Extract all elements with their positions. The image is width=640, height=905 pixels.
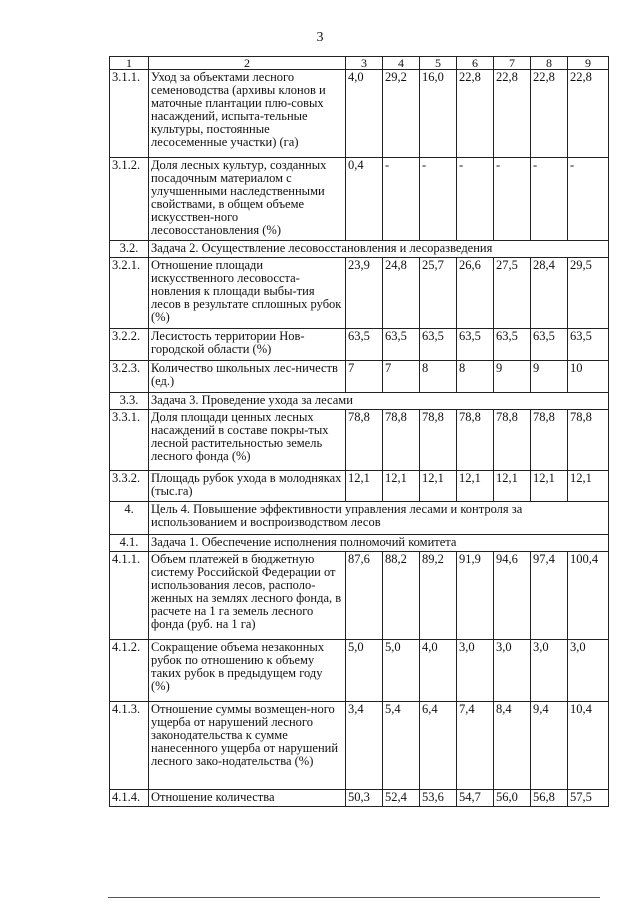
indicator-value: 6,4 bbox=[420, 702, 457, 790]
indicator-value: 22,8 bbox=[568, 70, 609, 158]
section-title: Задача 2. Осуществление лесовосстановления и лесоразведения bbox=[149, 241, 609, 258]
indicator-value: 16,0 bbox=[420, 70, 457, 158]
indicator-value: 23,9 bbox=[346, 258, 383, 329]
table-row bbox=[110, 158, 609, 241]
section-row bbox=[110, 393, 609, 410]
row-number: 4.1.2. bbox=[110, 640, 149, 702]
table-row bbox=[110, 702, 609, 790]
indicator-value: 78,8 bbox=[494, 410, 531, 471]
indicator-value: 57,5 bbox=[568, 790, 609, 807]
section-number: 4.1. bbox=[110, 535, 149, 552]
indicator-value: 50,3 bbox=[346, 790, 383, 807]
indicator-value: 63,5 bbox=[457, 329, 494, 361]
table-row bbox=[110, 640, 609, 702]
indicator-value: 56,8 bbox=[531, 790, 568, 807]
indicator-description: Отношение суммы возмещен-ного ущерба от нарушений лесного законодательства к сумме нанесенного ущерба от нарушений лесного зако-нодательства (%) bbox=[149, 702, 346, 790]
goal-row bbox=[110, 502, 609, 535]
indicator-description: Отношение количества bbox=[149, 790, 346, 807]
section-number: 3.2. bbox=[110, 241, 149, 258]
indicator-value: 10 bbox=[568, 361, 609, 393]
indicator-value: 91,9 bbox=[457, 552, 494, 640]
indicator-description: Лесистость территории Нов-городской области (%) bbox=[149, 329, 346, 361]
indicator-value: - bbox=[494, 158, 531, 241]
indicator-value: 3,0 bbox=[531, 640, 568, 702]
indicator-description: Сокращение объема незаконных рубок по отношению к объему таких рубок в предыдущем году (%) bbox=[149, 640, 346, 702]
indicator-value: 29,2 bbox=[383, 70, 420, 158]
indicator-value: - bbox=[531, 158, 568, 241]
indicator-value: 3,0 bbox=[457, 640, 494, 702]
section-row bbox=[110, 535, 609, 552]
row-number: 3.1.2. bbox=[110, 158, 149, 241]
section-number: 3.3. bbox=[110, 393, 149, 410]
section-title: Задача 3. Проведение ухода за лесами bbox=[149, 393, 609, 410]
indicator-value: 22,8 bbox=[457, 70, 494, 158]
indicator-value: 78,8 bbox=[383, 410, 420, 471]
indicator-value: 29,5 bbox=[568, 258, 609, 329]
indicator-value: 10,4 bbox=[568, 702, 609, 790]
row-number: 3.2.3. bbox=[110, 361, 149, 393]
indicator-value: 24,8 bbox=[383, 258, 420, 329]
column-header: 7 bbox=[494, 57, 531, 70]
indicator-value: 8 bbox=[457, 361, 494, 393]
section-title: Задача 1. Обеспечение исполнения полномочий комитета bbox=[149, 535, 609, 552]
indicator-value: 89,2 bbox=[420, 552, 457, 640]
indicator-description: Площадь рубок ухода в молодняках (тыс.га) bbox=[149, 471, 346, 502]
indicator-value: 63,5 bbox=[494, 329, 531, 361]
indicator-value: 27,5 bbox=[494, 258, 531, 329]
indicator-value: 8,4 bbox=[494, 702, 531, 790]
indicator-value: 12,1 bbox=[494, 471, 531, 502]
indicator-value: 7 bbox=[346, 361, 383, 393]
indicator-value: 3,0 bbox=[568, 640, 609, 702]
section-row bbox=[110, 241, 609, 258]
indicator-value: 9 bbox=[531, 361, 568, 393]
indicator-value: 3,0 bbox=[494, 640, 531, 702]
indicator-value: 7 bbox=[383, 361, 420, 393]
indicator-value: - bbox=[568, 158, 609, 241]
row-number: 4.1.1. bbox=[110, 552, 149, 640]
indicator-value: 78,8 bbox=[420, 410, 457, 471]
indicator-value: - bbox=[383, 158, 420, 241]
column-header: 5 bbox=[420, 57, 457, 70]
indicator-value: 78,8 bbox=[346, 410, 383, 471]
table-row bbox=[110, 70, 609, 158]
indicator-value: 63,5 bbox=[383, 329, 420, 361]
indicator-value: 63,5 bbox=[568, 329, 609, 361]
goal-number: 4. bbox=[110, 502, 149, 535]
indicator-value: 97,4 bbox=[531, 552, 568, 640]
indicator-description: Уход за объектами лесного семеноводства (архивы клонов и маточные плантации плю-совых насаждений, испыта-тельные культуры, постоянные лесосеменные участки) (га) bbox=[149, 70, 346, 158]
table-row bbox=[110, 361, 609, 393]
indicator-value: 8 bbox=[420, 361, 457, 393]
row-number: 4.1.4. bbox=[110, 790, 149, 807]
indicator-value: 7,4 bbox=[457, 702, 494, 790]
column-header: 8 bbox=[531, 57, 568, 70]
indicator-value: 63,5 bbox=[531, 329, 568, 361]
indicators-table bbox=[109, 56, 609, 807]
indicator-value: 3,4 bbox=[346, 702, 383, 790]
column-header: 1 bbox=[110, 57, 149, 70]
indicator-value: 5,4 bbox=[383, 702, 420, 790]
indicator-value: 94,6 bbox=[494, 552, 531, 640]
table-row bbox=[110, 329, 609, 361]
column-header: 9 bbox=[568, 57, 609, 70]
indicator-description: Доля площади ценных лесных насаждений в составе покры-тых лесной растительностью земель лесного фонда (%) bbox=[149, 410, 346, 471]
indicator-value: 9 bbox=[494, 361, 531, 393]
indicator-value: 56,0 bbox=[494, 790, 531, 807]
indicator-value: 4,0 bbox=[346, 70, 383, 158]
indicator-description: Отношение площади искусственного лесовосста-новления к площади выбы-тия лесов в результате сплошных рубок (%) bbox=[149, 258, 346, 329]
indicator-value: 78,8 bbox=[568, 410, 609, 471]
indicator-value: 0,4 bbox=[346, 158, 383, 241]
indicator-value: 87,6 bbox=[346, 552, 383, 640]
indicator-description: Доля лесных культур, созданных посадочным материалом с улучшенными наследственными свойствами, в общем объеме искусствен-ного лесовосстановления (%) bbox=[149, 158, 346, 241]
table-row bbox=[110, 410, 609, 471]
row-number: 3.2.1. bbox=[110, 258, 149, 329]
indicator-value: 63,5 bbox=[420, 329, 457, 361]
indicator-value: 5,0 bbox=[346, 640, 383, 702]
indicator-value: 5,0 bbox=[383, 640, 420, 702]
indicator-value: 63,5 bbox=[346, 329, 383, 361]
indicator-value: 25,7 bbox=[420, 258, 457, 329]
goal-title: Цель 4. Повышение эффективности управления лесами и контроля за использованием и воспроизводством лесов bbox=[149, 502, 609, 535]
row-number: 4.1.3. bbox=[110, 702, 149, 790]
indicator-description: Количество школьных лес-ничеств (ед.) bbox=[149, 361, 346, 393]
column-header: 3 bbox=[346, 57, 383, 70]
column-header: 6 bbox=[457, 57, 494, 70]
indicator-value: 4,0 bbox=[420, 640, 457, 702]
row-number: 3.3.1. bbox=[110, 410, 149, 471]
column-header: 2 bbox=[149, 57, 346, 70]
row-number: 3.2.2. bbox=[110, 329, 149, 361]
indicator-value: 12,1 bbox=[568, 471, 609, 502]
indicator-value: 53,6 bbox=[420, 790, 457, 807]
indicator-description: Объем платежей в бюджетную систему Российской Федерации от использования лесов, располо-женных на землях лесного фонда, в расчете на 1 га земель лесного фонда (руб. на 1 га) bbox=[149, 552, 346, 640]
indicator-value: 100,4 bbox=[568, 552, 609, 640]
indicator-value: 9,4 bbox=[531, 702, 568, 790]
table-row bbox=[110, 258, 609, 329]
indicator-value: 28,4 bbox=[531, 258, 568, 329]
bottom-rule bbox=[108, 897, 600, 898]
table-row bbox=[110, 790, 609, 807]
indicator-value: 12,1 bbox=[346, 471, 383, 502]
column-header: 4 bbox=[383, 57, 420, 70]
table-row bbox=[110, 552, 609, 640]
indicator-value: 26,6 bbox=[457, 258, 494, 329]
indicator-value: 22,8 bbox=[531, 70, 568, 158]
indicator-value: 12,1 bbox=[531, 471, 568, 502]
indicator-value: - bbox=[457, 158, 494, 241]
header-row bbox=[110, 57, 609, 70]
indicator-value: 12,1 bbox=[457, 471, 494, 502]
indicator-value: 78,8 bbox=[457, 410, 494, 471]
indicator-value: 52,4 bbox=[383, 790, 420, 807]
table-row bbox=[110, 471, 609, 502]
indicator-value: - bbox=[420, 158, 457, 241]
page-number: 3 bbox=[316, 30, 324, 45]
row-number: 3.1.1. bbox=[110, 70, 149, 158]
indicator-value: 88,2 bbox=[383, 552, 420, 640]
indicator-value: 54,7 bbox=[457, 790, 494, 807]
indicator-value: 12,1 bbox=[383, 471, 420, 502]
indicator-value: 78,8 bbox=[531, 410, 568, 471]
indicator-value: 22,8 bbox=[494, 70, 531, 158]
row-number: 3.3.2. bbox=[110, 471, 149, 502]
indicator-value: 12,1 bbox=[420, 471, 457, 502]
